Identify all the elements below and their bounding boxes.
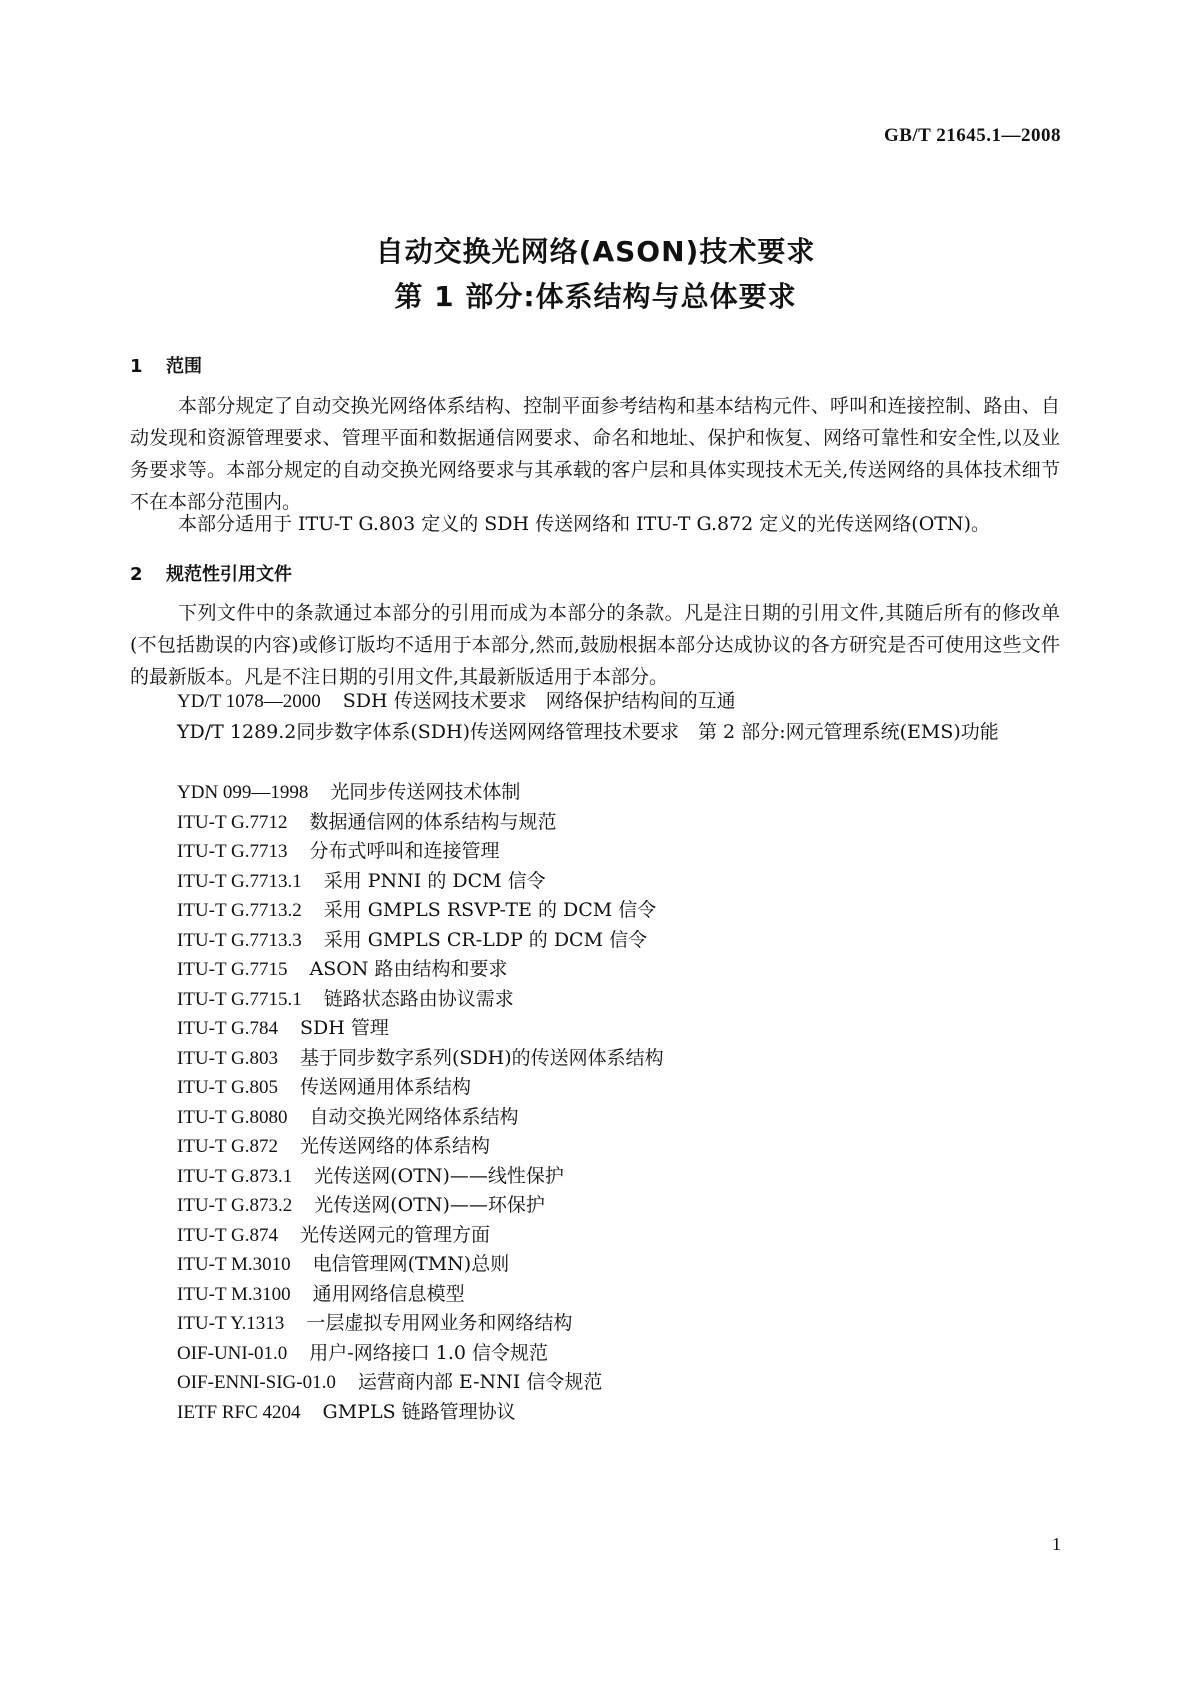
reference-title: 基于同步数字系列(SDH)的传送网体系结构 — [299, 1047, 664, 1069]
reference-title: 同步数字体系(SDH)传送网网络管理技术要求 第 2 部分:网元管理系统(EMS)功能 — [296, 721, 999, 743]
reference-item — [177, 685, 736, 718]
reference-code: OIF-ENNI-SIG-01.0 — [177, 1372, 336, 1393]
scope-paragraph-1: 本部分规定了自动交换光网络体系结构、控制平面参考结构和基本结构元件、呼叫和连接控制、路由、自动发现和资源管理要求、管理平面和数据通信网要求、命名和地址、保护和恢复、网络可靠性和安全性,以及业务要求等。本部分规定的自动交换光网络要求与其承载的客户层和具体实现技术无关,传送网络的具体技术细节不在本部分范围内。 — [130, 395, 1060, 513]
reference-item — [177, 1307, 572, 1340]
reference-code: YD/T 1289.2 — [177, 721, 297, 743]
reference-item — [177, 1366, 602, 1399]
reference-item — [177, 894, 656, 927]
reference-title: 分布式呼叫和连接管理 — [309, 840, 500, 862]
reference-item — [177, 835, 499, 868]
reference-code: ITU-T G.7713.1 — [177, 871, 302, 892]
section-1-number: 1 — [130, 356, 143, 377]
reference-code: ITU-T G.7713 — [177, 841, 288, 862]
reference-code: ITU-T M.3010 — [177, 1254, 291, 1275]
section-1-title: 范围 — [166, 356, 202, 377]
reference-code: ITU-T G.874 — [177, 1225, 278, 1246]
reference-code: OIF-UNI-01.0 — [177, 1343, 288, 1364]
standard-number: GB/T 21645.1—2008 — [883, 125, 1061, 146]
reference-code: IETF RFC 4204 — [177, 1402, 301, 1423]
reference-item — [177, 776, 520, 809]
reference-item — [130, 716, 1060, 748]
reference-item — [177, 1396, 516, 1429]
reference-title: 电信管理网(TMN)总则 — [312, 1253, 510, 1275]
reference-title: 用户-网络接口 1.0 信令规范 — [309, 1342, 549, 1364]
reference-title: SDH 管理 — [299, 1017, 389, 1039]
reference-title: 光传送网络的体系结构 — [299, 1135, 490, 1157]
section-2-title: 规范性引用文件 — [166, 564, 292, 585]
reference-title: GMPLS 链路管理协议 — [322, 1401, 516, 1423]
reference-code: ITU-T G.873.1 — [177, 1166, 293, 1187]
document-title: 自动交换光网络(ASON)技术要求 — [375, 235, 816, 268]
reference-code: YD/T 1078—2000 — [177, 691, 321, 712]
normative-references-intro: 下列文件中的条款通过本部分的引用而成为本部分的条款。凡是注日期的引用文件,其随后所有的修改单(不包括勘误的内容)或修订版均不适用于本部分,然而,鼓励根据本部分达成协议的各方研究是否可使用这些文件的最新版本。凡是不注日期的引用文件,其最新版适用于本部分。 — [130, 602, 1060, 688]
reference-code: ITU-T M.3100 — [177, 1284, 291, 1305]
reference-code: ITU-T G.803 — [177, 1048, 278, 1069]
reference-item — [177, 1071, 471, 1104]
page-number: 1 — [1052, 1534, 1061, 1554]
reference-item — [177, 1189, 545, 1222]
reference-item — [177, 1248, 509, 1281]
reference-title: 一层虚拟专用网业务和网络结构 — [306, 1312, 573, 1334]
reference-item — [177, 953, 507, 986]
reference-title: 自动交换光网络体系结构 — [309, 1106, 519, 1128]
reference-title: 光同步传送网技术体制 — [330, 781, 521, 803]
section-1-heading — [130, 352, 202, 378]
reference-title: 运营商内部 E-NNI 信令规范 — [357, 1371, 603, 1393]
reference-title: ASON 路由结构和要求 — [309, 958, 508, 980]
reference-title: SDH 传送网技术要求 网络保护结构间的互通 — [342, 690, 736, 712]
reference-title: 光传送网(OTN)——环保护 — [314, 1194, 545, 1216]
reference-code: ITU-T Y.1313 — [177, 1313, 285, 1334]
scope-paragraph-2: 本部分适用于 ITU-T G.803 定义的 SDH 传送网络和 ITU-T G.872 定义的光传送网络(OTN)。 — [178, 513, 990, 535]
section-2-number: 2 — [130, 564, 143, 585]
reference-code: ITU-T G.8080 — [177, 1107, 288, 1128]
reference-code: ITU-T G.872 — [177, 1136, 278, 1157]
reference-title: 采用 GMPLS RSVP-TE 的 DCM 信令 — [323, 899, 657, 921]
reference-title: 通用网络信息模型 — [312, 1283, 465, 1305]
reference-code: ITU-T G.873.2 — [177, 1195, 293, 1216]
reference-code: YDN 099—1998 — [177, 782, 309, 803]
reference-code: ITU-T G.7715.1 — [177, 989, 302, 1010]
reference-code: ITU-T G.7712 — [177, 812, 288, 833]
reference-item — [177, 1130, 490, 1163]
reference-title: 传送网通用体系结构 — [299, 1076, 471, 1098]
reference-title: 数据通信网的体系结构与规范 — [309, 811, 557, 833]
document-subtitle: 第 1 部分:体系结构与总体要求 — [394, 280, 797, 313]
reference-code: ITU-T G.784 — [177, 1018, 278, 1039]
section-2-heading — [130, 560, 292, 586]
reference-item — [177, 1012, 389, 1045]
reference-title: 光传送网(OTN)——线性保护 — [314, 1165, 564, 1187]
reference-title: 光传送网元的管理方面 — [299, 1224, 490, 1246]
reference-code: ITU-T G.805 — [177, 1077, 278, 1098]
reference-code: ITU-T G.7715 — [177, 959, 288, 980]
reference-title: 采用 PNNI 的 DCM 信令 — [323, 870, 546, 892]
reference-code: ITU-T G.7713.2 — [177, 900, 302, 921]
reference-code: ITU-T G.7713.3 — [177, 930, 302, 951]
reference-title: 链路状态路由协议需求 — [323, 988, 514, 1010]
reference-title: 采用 GMPLS CR-LDP 的 DCM 信令 — [323, 929, 648, 951]
